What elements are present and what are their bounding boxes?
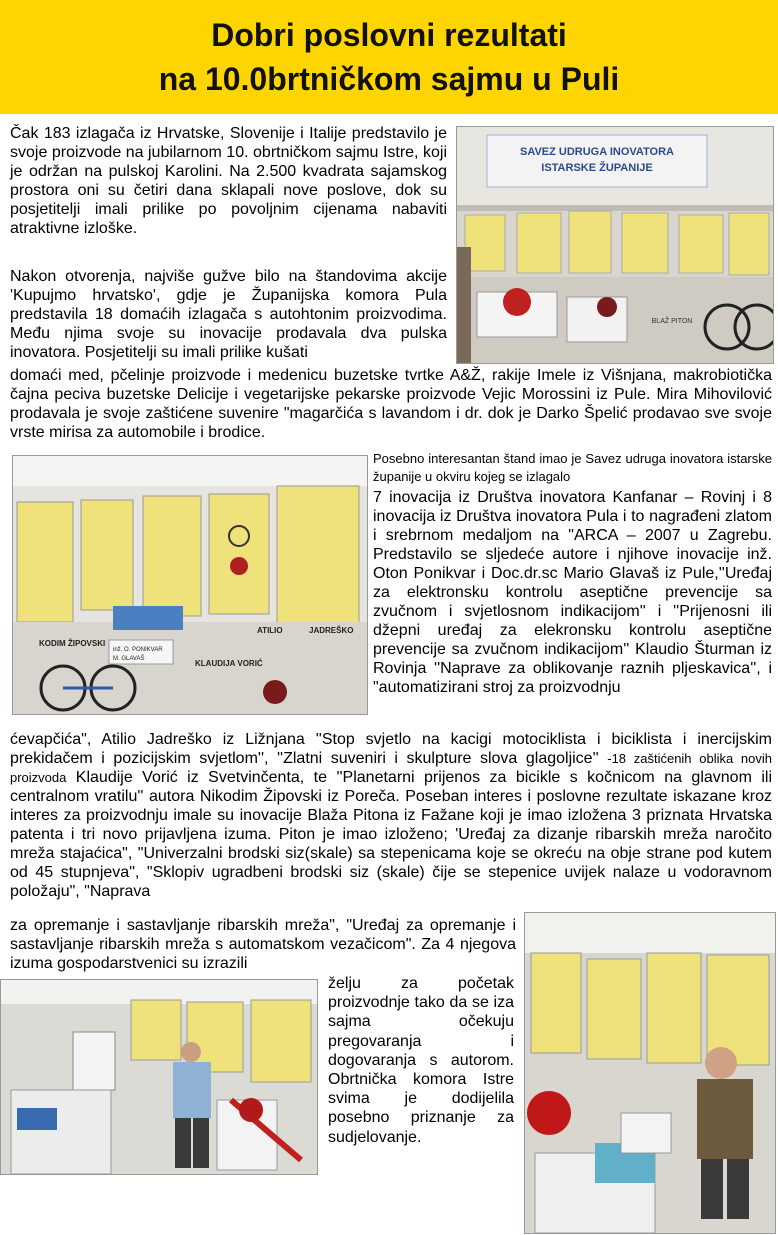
article-paragraph-2b: domaći med, pčelinje proizvode i medenicu buzetske tvrtke A&Ž, rakije Imele iz Višnjana, makrobiotička čajna peciva buzetske Delicije i vegetarijske pekarske proizvode Vejic Morossini iz Pule. Mira Mihovilović prodavala je svoje zaštićene suvenire "magarčića s lavandom i dr. dok je Darko Špelić prodavao sve svoje vrste mirisa za automobile i brodice. [10, 367, 772, 441]
label-blaz-piton: BLAŽ PITON [651, 318, 693, 325]
article-paragraph-5a: za opremanje i sastavljanje ribarskih mreža", "Uređaj za opremanje i sastavljanje ribarskih mreža s automatskom vezačicom". Za 4 njegova izuma gospodarstvenici su izrazili [10, 917, 516, 972]
paragraph-4-part-b: Klaudije Vorić iz Svetvinčenta, te ''Planetarni prijenos za bicikle s kočnicom na glavnom ili centralnom vratilu'' autora Nikodim Žipovski iz Poreča. Poseban interes i poslovne rezultate iskazane kroz interes za proizvodnju imale su inovacije Blaža Pitona iz Fažane koji je imao izložena 3 priznata Hrvatska patenta i tri novo prijavljena izuma. Piton je imao izloženo; 'Uređaj za dizanje ribarskih mreža naročito mreža stajaćica", "Univerzalni brodski siz(skale) sa stepenicama koje se okreću na obje strane pod kutem od 45 stupnjeva", "Sklopiv ugradbeni brodski siz (skale) čije se stepenice uvijek nalaze u vodoravnom položaju", "Naprava [10, 769, 772, 900]
label-glavas: M. GLAVAŠ [113, 656, 145, 662]
label-ponikvar: inž. O. PONIKVAR [113, 647, 163, 653]
article-paragraph-3: 7 inovacija iz Društva inovatora Kanfanar – Rovinj i 8 inovacija iz Društva inovatora Pula i to nagrađeni zlatom i srebrnom medaljom na "ARCA – 2007 u Zagrebu. Predstavilo se sljedeće autore i njihove inovacije inž. Oton Ponikvar i Doc.dr.sc Mario Glavaš iz Pule,''Uređaj za elektronsku kontrolu aseptične prevencije sa zvučnom i svjetlosnom indikacijom'' i ''Prijenosni ili džepni uređaj za elekronsku kontrolu aseptične prevencije sa zvučnom indikacijom'' Klaudio Šturman iz Rovinja ''Naprave za oblikovanje raznih pljeskavica'', i "automatizirani stroj za proizvodnju [373, 489, 772, 696]
label-atilio: ATILIO [257, 626, 283, 635]
title-banner [0, 0, 778, 114]
article-paragraph-2a: Nakon otvorenja, najviše gužve bilo na štandovima akcije 'Kupujmo hrvatsko', gdje je Županijska komora Pula predstavila 18 domaćih izlagača s autohtonim proizvodima. Među njima svoje su inovacije prodavala dva pulska inovatora. Posjetitelji su imali prilike kušati [10, 268, 447, 361]
label-zipovski: KODIM ŽIPOVSKI [39, 639, 106, 648]
label-jadresko: JADREŠKO [309, 626, 354, 635]
paragraph-4-part-a: ćevapčića", Atilio Jadreško iz Ližnjana ''Stop svjetlo na kacigi motociklista i biciklista i inercijskim prekidačem i pozicijskim svjetlom'', ''Zlatni suveniri i skulpture slova glagoljice'' [10, 731, 772, 767]
page-title-line-1: Dobri poslovni rezultati [211, 17, 567, 53]
sign-line-2: ISTARSKE ŽUPANIJE [541, 162, 653, 174]
article-paragraph-5b: želju za početak proizvodnje tako da se iza sajma očekuju pregovaranja i dogovaranja s autorom. Obrtnička komora Istre svima je dodijelila posebno priznanje za sudjelovanje. [328, 975, 514, 1146]
label-voric: KLAUDIJA VORIĆ [195, 659, 263, 668]
photo-posters-stand [12, 455, 368, 715]
page-title-line-2: na 10.0brtničkom sajmu u Puli [158, 61, 620, 97]
article-paragraph-1: Čak 183 izlagača iz Hrvatske, Slovenije i Italije predstavilo je svoje proizvode na jubilarnom 10. obrtničkom sajmu Istre, koji je održan na pulskoj Karolini. Na 2.500 kvadrata sajamskog prostora oni su četiri dana sklapali nove poslove, dok su posjetitelji imali prilike po povoljnim cijenama nabaviti atraktivne izloške. [10, 125, 447, 237]
sign-line-1: SAVEZ UDRUGA INOVATORA [519, 146, 675, 158]
article-paragraph-4 [10, 730, 772, 901]
photo-exhibitor-man [0, 979, 318, 1175]
photo-inventors-stand [456, 126, 774, 364]
photo-blaz-piton [524, 912, 776, 1234]
article-paragraph-3-intro: Posebno interesantan štand imao je Savez udruga inovatora istarske županije u okviru kojeg se izlagalo [373, 451, 772, 484]
paragraph-4-small: -18 zaštićenih oblika novih proizvoda [10, 751, 772, 785]
